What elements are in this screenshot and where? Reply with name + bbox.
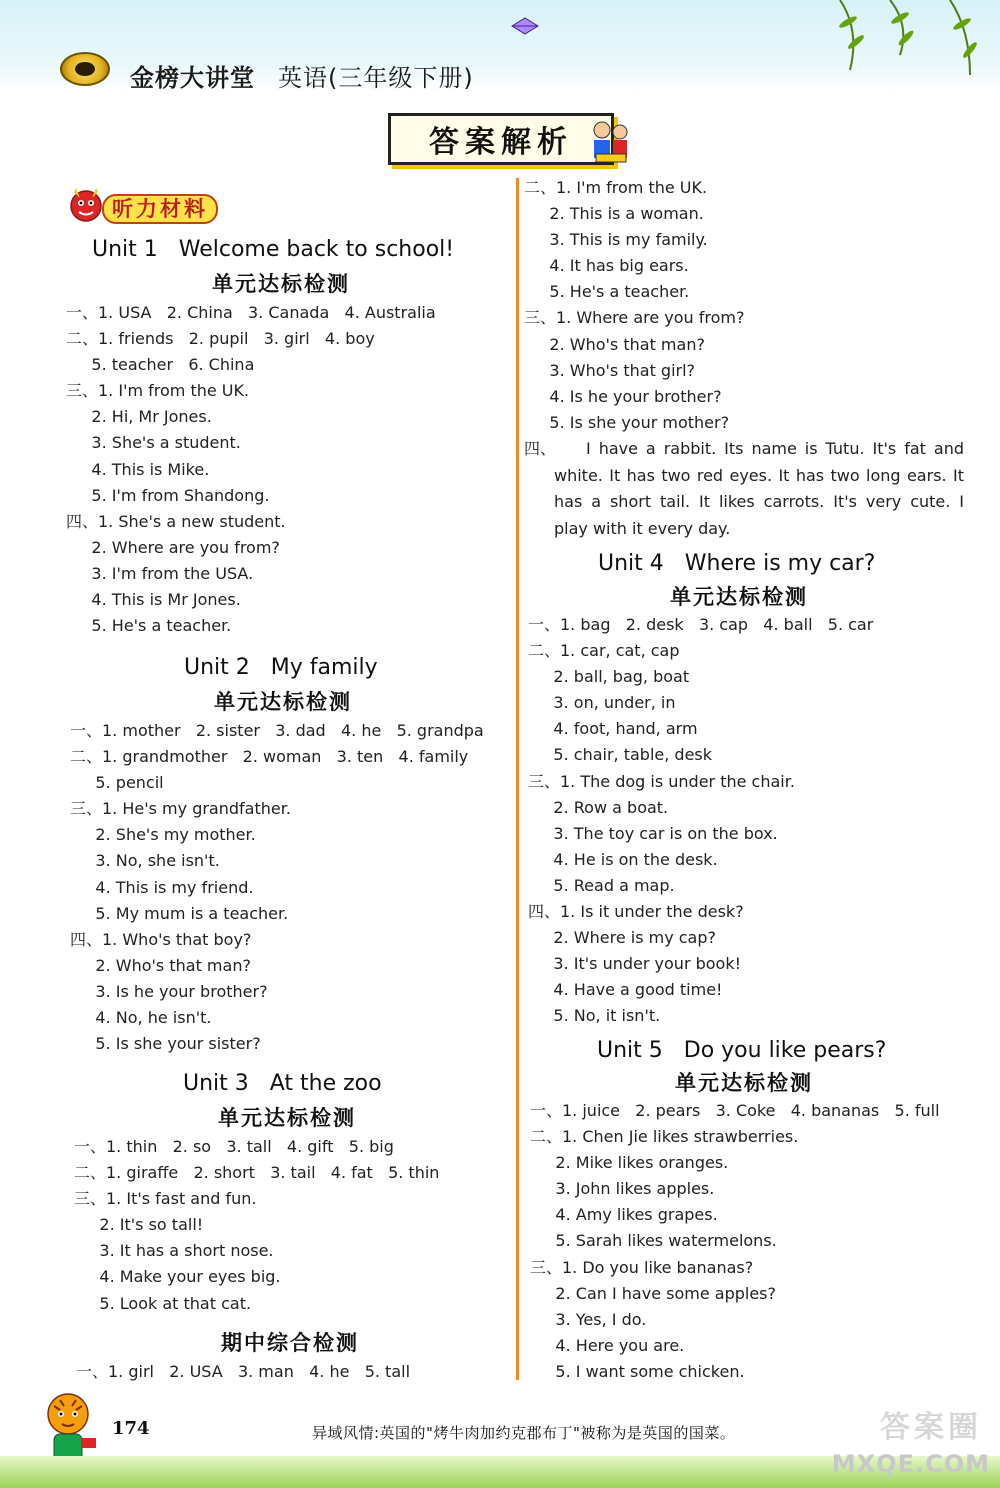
answer-line: 4. Is he your brother? — [524, 386, 722, 406]
answer-line: 2. It's so tall! — [74, 1215, 204, 1235]
answer-line: 4. No, he isn't. — [70, 1008, 212, 1028]
listening-materials-label: 听力材料 — [102, 194, 218, 224]
answer-line: 3. Who's that girl? — [524, 360, 696, 380]
page-number: 174 — [112, 1418, 150, 1439]
answer-line: 3. No, she isn't. — [70, 851, 220, 871]
answer-line: 2. Can I have some apples? — [530, 1283, 777, 1303]
answer-line: 四、1. Who's that boy? — [70, 929, 252, 949]
answer-line: 二、1. I'm from the UK. — [524, 178, 708, 197]
unit-3-title: Unit 3 At the zoo — [183, 1071, 382, 1096]
book-subject: 英语(三年级下册) — [278, 64, 474, 92]
dragon-mascot-icon — [66, 186, 106, 228]
answer-line: 2. Row a boat. — [528, 797, 669, 817]
watermark-brand: 答案圈 — [880, 1410, 982, 1445]
column-divider — [516, 178, 519, 1380]
answer-line: 一、1. thin 2. so 3. tall 4. gift 5. big — [74, 1137, 394, 1156]
answer-line: 2. Hi, Mr Jones. — [66, 407, 212, 427]
answer-line: 四、1. Is it under the desk? — [528, 902, 744, 922]
unit-2-answers — [70, 718, 484, 1057]
footer-trivia-note: 异域风情:英国的"烤牛肉加约克郡布丁"被称为是英国的国菜。 — [312, 1424, 736, 1442]
answer-line: 4. This is my friend. — [70, 877, 254, 897]
kite-icon — [510, 16, 540, 36]
unit-1-title: Unit 1 Welcome back to school! — [92, 237, 455, 262]
answer-line: 4. It has big ears. — [524, 256, 689, 276]
answer-line: 一、1. USA 2. China 3. Canada 4. Australia — [66, 303, 436, 322]
answer-line: 三、1. I'm from the UK. — [66, 381, 250, 401]
listening-materials-tag — [66, 186, 222, 228]
page-header — [0, 0, 1000, 92]
answer-line: 3. John likes apples. — [530, 1179, 715, 1199]
answer-line: 5. chair, table, desk — [528, 745, 713, 765]
answer-line: 5. pencil — [70, 773, 164, 793]
answer-line: 2. She's my mother. — [70, 825, 256, 845]
answer-line: 三、1. The dog is under the chair. — [528, 771, 795, 791]
answer-line: 5. teacher 6. China — [66, 355, 255, 375]
answer-line: 一、1. bag 2. desk 3. cap 4. ball 5. car — [528, 615, 874, 634]
answer-line: 3. on, under, in — [528, 693, 676, 713]
answer-line: 3. The toy car is on the box. — [528, 823, 778, 843]
answer-line: 2. Who's that man? — [524, 334, 705, 354]
answer-line: 4. This is Mr Jones. — [66, 590, 241, 610]
answer-line: 5. Is she your mother? — [524, 412, 730, 432]
answer-line: 4. Make your eyes big. — [74, 1267, 281, 1287]
answer-line: 5. Look at that cat. — [74, 1293, 252, 1313]
answer-line: 二、1. Chen Jie likes strawberries. — [530, 1127, 799, 1147]
answer-line: 三、1. He's my grandfather. — [70, 799, 291, 819]
brand-name: 金榜大讲堂 — [130, 64, 255, 92]
answer-line: 三、1. Where are you from? — [524, 308, 745, 328]
passage-block — [524, 436, 964, 542]
answer-line: 4. Here you are. — [530, 1335, 685, 1355]
answer-line: 二、1. car, cat, cap — [528, 641, 680, 661]
answer-line: 5. Is she your sister? — [70, 1034, 261, 1054]
brand-logo-icon — [60, 52, 110, 86]
answer-line: 2. This is a woman. — [524, 204, 704, 224]
answer-line: 三、1. It's fast and fun. — [74, 1189, 257, 1209]
answer-line: 5. He's a teacher. — [524, 282, 690, 302]
answer-line: 3. Is he your brother? — [70, 981, 268, 1001]
unit-4-section-title: 单元达标检测 — [670, 585, 808, 609]
unit-3-section-title: 单元达标检测 — [218, 1106, 356, 1130]
answer-line: 3. Yes, I do. — [530, 1309, 647, 1329]
answer-line: 2. Mike likes oranges. — [530, 1153, 729, 1173]
midterm-answers — [76, 1359, 410, 1385]
answer-line: 2. Where are you from? — [66, 537, 280, 557]
answer-line: 3. It's under your book! — [528, 954, 742, 974]
passage-label: 四、 — [524, 439, 557, 458]
willow-leaves-icon — [820, 0, 1000, 80]
answer-line: 三、1. Do you like bananas? — [530, 1257, 754, 1277]
answer-line: 一、1. juice 2. pears 3. Coke 4. bananas 5. full — [530, 1101, 940, 1120]
answer-line: 2. Who's that man? — [70, 955, 251, 975]
unit-3-answers — [74, 1134, 439, 1317]
answer-line: 二、1. grandmother 2. woman 3. ten 4. family — [70, 747, 469, 767]
answer-line: 一、1. mother 2. sister 3. dad 4. he 5. grandpa — [70, 721, 484, 740]
unit-2-section-title: 单元达标检测 — [214, 690, 352, 714]
unit-5-title: Unit 5 Do you like pears? — [597, 1038, 887, 1063]
answer-line: 5. Read a map. — [528, 875, 675, 895]
answer-line: 3. I'm from the USA. — [66, 563, 254, 583]
answer-line: 4. This is Mike. — [66, 459, 210, 479]
answer-line: 5. He's a teacher. — [66, 616, 232, 636]
unit-5-answers — [530, 1098, 940, 1385]
answer-line: 3. She's a student. — [66, 433, 241, 453]
answer-line: 5. My mum is a teacher. — [70, 903, 289, 923]
answer-line: 5. I want some chicken. — [530, 1361, 745, 1381]
midterm-section-title: 期中综合检测 — [221, 1331, 359, 1355]
answer-line: 4. Have a good time! — [528, 980, 723, 1000]
unit-4-answers — [528, 612, 873, 1030]
answer-line: 5. No, it isn't. — [528, 1006, 661, 1026]
answer-line: 四、1. She's a new student. — [66, 511, 286, 531]
watermark — [806, 1402, 996, 1482]
watermark-site: MXQE.COM — [831, 1450, 990, 1478]
answer-line: 2. ball, bag, boat — [528, 667, 690, 687]
unit-1-answers — [66, 300, 436, 639]
page-title: 答案解析 — [388, 113, 614, 165]
answer-line: 3. It has a short nose. — [74, 1241, 274, 1261]
answer-line: 一、1. girl 2. USA 3. man 4. he 5. tall — [76, 1362, 411, 1381]
midterm-continued-answers — [524, 175, 745, 436]
answer-line: 5. Sarah likes watermelons. — [530, 1231, 777, 1251]
answer-line: 二、1. giraffe 2. short 3. tail 4. fat 5. thin — [74, 1163, 440, 1183]
unit-4-title: Unit 4 Where is my car? — [598, 551, 876, 576]
answer-line: 5. I'm from Shandong. — [66, 485, 270, 505]
unit-1-section-title: 单元达标检测 — [212, 272, 350, 296]
answer-line: 4. He is on the desk. — [528, 849, 718, 869]
answer-line: 4. Amy likes grapes. — [530, 1205, 718, 1225]
answer-line: 3. This is my family. — [524, 230, 708, 250]
answer-line: 二、1. friends 2. pupil 3. girl 4. boy — [66, 329, 375, 349]
answer-line: 2. Where is my cap? — [528, 928, 716, 948]
unit-5-section-title: 单元达标检测 — [675, 1071, 813, 1095]
kids-reading-icon — [586, 118, 634, 168]
answer-line: 4. foot, hand, arm — [528, 719, 698, 739]
passage-text: I have a rabbit. Its name is Tutu. It's fat and white. It has two red eyes. It has two long ears. It has a short tail. It likes carrots. It's very cute. I play with it every day. — [554, 439, 964, 538]
unit-2-title: Unit 2 My family — [184, 655, 378, 680]
